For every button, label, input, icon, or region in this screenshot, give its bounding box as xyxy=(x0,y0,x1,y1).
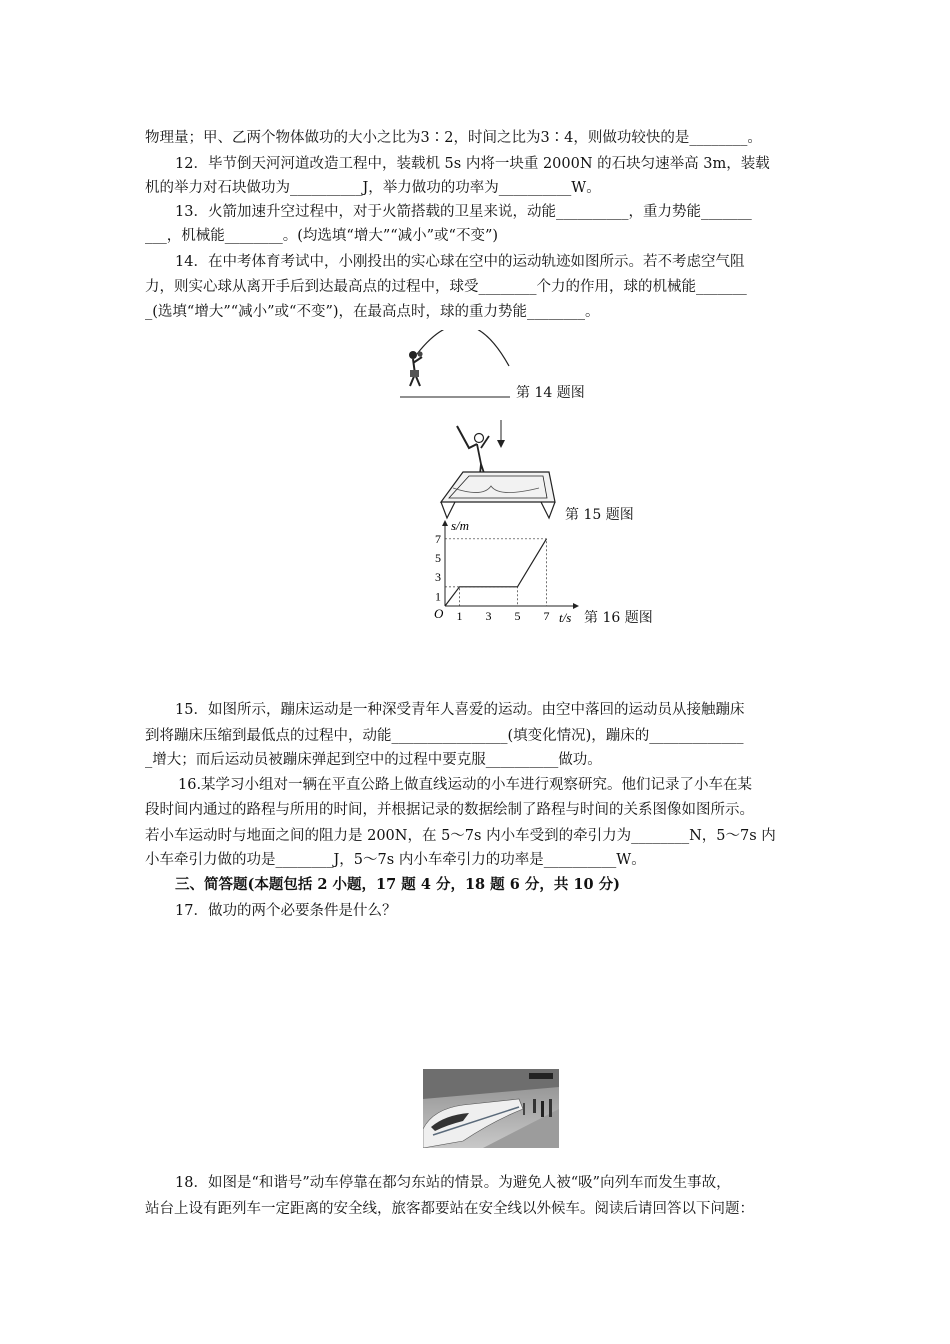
guide-line-2 xyxy=(445,539,547,606)
figure-14-caption: 第 14 题图 xyxy=(516,385,585,401)
x-tick-label-1: 1 xyxy=(456,609,463,623)
question-16-line-2: 段时间内通过的路程与所用的时间，并根据记录的数据绘制了路程与时间的关系图像如图所示。 xyxy=(145,802,754,818)
origin-label: O xyxy=(434,606,444,621)
question-18-line-1: 18．如图是“和谐号”动车停靠在都匀东站的情景。为避免人被“吸”向列车而发生事故， xyxy=(175,1175,731,1191)
question-16-line-4: 小车牵引力做的功是________J，5～7s 内小车牵引力的功率是__________W。 xyxy=(145,852,646,868)
series-line xyxy=(445,539,547,606)
question-17: 17．做功的两个必要条件是什么？ xyxy=(175,903,397,919)
y-tick-label-3: 3 xyxy=(435,570,441,585)
guide-line-1 xyxy=(445,587,518,606)
section-3-heading: 三、简答题(本题包括 2 小题，17 题 4 分，18 题 6 分，共 10 分) xyxy=(175,876,621,893)
question-16-line-3: 若小车运动时与地面之间的阻力是 200N，在 5～7s 内小车受到的牵引力为________N，5～7s 内 xyxy=(145,828,776,844)
question-14-line-2: 力，则实心球从离开手后到达最高点的过程中，球受________个力的作用，球的机械能_______ xyxy=(145,279,747,295)
y-tick-label-7: 7 xyxy=(435,531,441,546)
figure-16-caption: 第 16 题图 xyxy=(584,610,653,626)
text-line-1: 物理量；甲、乙两个物体做功的大小之比为3∶2，时间之比为3∶4，则做功较快的是________。 xyxy=(145,130,762,146)
question-15-line-3: _增大；而后运动员被蹦床弹起到空中的过程中要克服__________做功。 xyxy=(145,752,602,768)
y-tick-label-5: 5 xyxy=(435,551,441,565)
question-12-line-2: 机的举力对石块做功为__________J，举力做功的功率为__________W。 xyxy=(145,180,601,196)
question-13-line-1: 13．火箭加速升空过程中，对于火箭搭载的卫星来说，动能__________，重力势能_______ xyxy=(175,204,752,220)
train-photo xyxy=(423,1069,559,1148)
x-axis-arrow xyxy=(573,603,579,609)
question-14-line-3: _(选填“增大”“减小”或“不变”)，在最高点时，球的重力势能________。 xyxy=(145,304,600,320)
question-14-line-1: 14．在中考体育考试中，小刚投出的实心球在空中的运动轨迹如图所示。若不考虑空气阻 xyxy=(175,254,745,270)
x-axis-label: t/s xyxy=(559,610,572,625)
x-tick-label-3: 3 xyxy=(485,609,492,623)
figure-15-trampoline xyxy=(433,418,563,526)
figure-15-caption: 第 15 题图 xyxy=(565,507,634,523)
question-12-line-1: 12．毕节倒天河河道改造工程中，装载机 5s 内将一块重 2000N 的石块匀速举高 3m，装载 xyxy=(175,156,770,172)
y-axis-arrow xyxy=(442,520,448,526)
x-tick-label-7: 7 xyxy=(543,609,550,623)
figure-14-shot-put xyxy=(395,330,520,402)
question-16-line-1: 16.某学习小组对一辆在平直公路上做直线运动的小车进行观察研究。他们记录了小车在某 xyxy=(178,777,753,793)
x-tick-label-5: 5 xyxy=(514,609,521,623)
y-axis-label: s/m xyxy=(451,518,470,533)
question-15-line-1: 15．如图所示，蹦床运动是一种深受青年人喜爱的运动。由空中落回的运动员从接触蹦床 xyxy=(175,702,745,718)
question-13-line-2: ___，机械能________。(均选填“增大”“减小”或“不变”) xyxy=(145,228,499,244)
question-18-line-2: 站台上设有距列车一定距离的安全线，旅客都要站在安全线以外候车。阅读后请回答以下问题： xyxy=(145,1201,754,1217)
figure-16-st-graph xyxy=(425,516,585,628)
y-tick-label-1: 1 xyxy=(435,589,441,604)
question-15-line-2: 到将蹦床压缩到最低点的过程中，动能________________(填变化情况)，蹦床的_____________ xyxy=(145,728,744,744)
